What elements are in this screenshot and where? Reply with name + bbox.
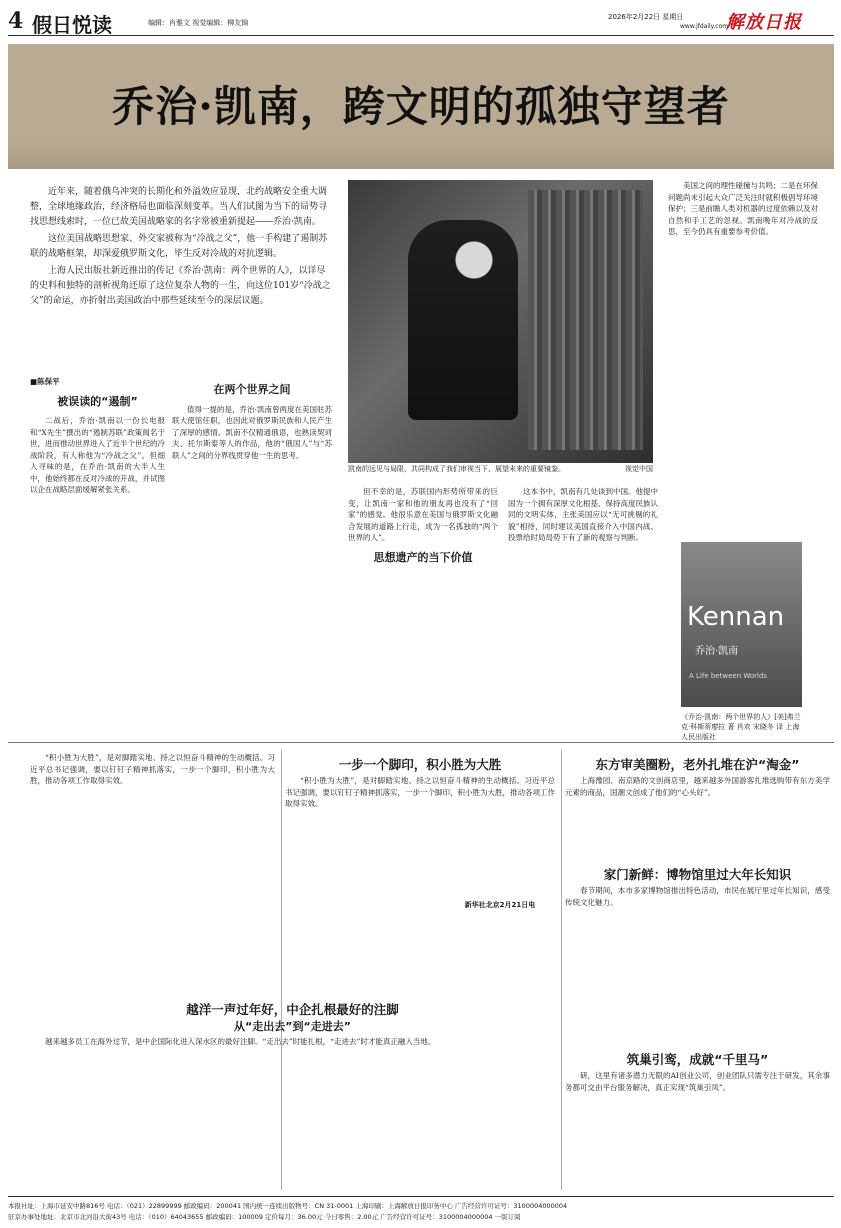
article-byline: ■陈保平 — [30, 377, 60, 386]
news-item-bottom-left — [30, 1036, 555, 1048]
news-title[interactable]: 越洋一声过年好，中企扎根最好的注脚 — [186, 1002, 399, 1017]
article-column-4 — [508, 486, 658, 544]
book-caption: 《乔治·凯南：两个世界的人》[美]弗兰克·科斯蒂廖拉 著 肖欢 宋晓冬 译 上海人民出版社 — [681, 713, 801, 741]
headline-banner — [8, 44, 834, 169]
lead-paragraph: 近年来，随着俄乌冲突的长期化和外溢效应显现，北约战略安全重大调整，全球地缘政治，经济格局也面临深刻变革。当人们试图为当下的局势寻找思想线索时，一位已故美国战略家的名字常被重新提起——乔治·凯南。 — [30, 187, 328, 227]
news-text: “积小胜为大胜”，是对脚踏实地、持之以恒奋斗精神的生动概括。习近平总书记强调，要以钉钉子精神抓落实，一步一个脚印，积小胜为大胜，推动各项工作取得实效。 — [285, 776, 555, 808]
footer-row: 本报社址：上海市延安中路816号 电话：（021）22899999 邮政编码：200041 国内统一连续出版物号：CN 31-0001 上海印刷：上海解放日报印务中心 广告经营许可证号：3100004000004 — [8, 1202, 568, 1210]
lead-paragraphs — [30, 185, 333, 311]
article-column-3 — [348, 486, 498, 571]
lead-paragraph: 上海人民出版社新近推出的传记《乔治·凯南：两个世界的人》，以详尽的史料和独特的剖析视角还原了这位复杂人物的一生，向这位101岁“冷战之父”的命运，亦折射出美国政治中那些延续至今的深层议题。 — [30, 266, 331, 306]
newspaper-logo: 解放日报 — [726, 12, 802, 33]
kennan-photo — [348, 180, 653, 463]
article-text: 美国之间的理性碰撞与共鸣；二是在环保问题尚未引起大众广泛关注时就积极倡导环境保护；三是前瞻人类对机器的过度依赖以及对自然和手工艺的忽视。凯南晚年对冷战的反思，至今仍具有重要参考价值。 — [668, 181, 818, 236]
footer-row: 驻京办事处地址：北京市北河沿大街43号 电话：（010）64043655 邮政编码：100009 定价每月：36.00元 今日零售：2.00元 广告经营许可证号：3100004000004 一版订阅 — [8, 1213, 521, 1221]
page-number: 4 — [8, 8, 24, 34]
issue-date: 2026年2月22日 星期日 — [608, 13, 684, 21]
photo-caption — [348, 464, 653, 474]
news-title[interactable]: 东方审美圈粉，老外扎堆在沪“淘金” — [595, 757, 800, 772]
news-item-center-top — [285, 775, 555, 810]
section-name: 假日悦读 — [32, 13, 112, 37]
article-column-2 — [172, 376, 332, 461]
portrait-figure — [408, 220, 518, 420]
news-subtitle: 从“走出去”到“走进去” — [234, 1020, 351, 1033]
section-divider — [8, 742, 834, 743]
book-cover-title: Kennan — [687, 602, 785, 632]
photo-caption-text: 凯南的远见与局限，共同构成了我们审视当下、展望未来的重要镜鉴。 — [348, 465, 565, 473]
bookshelf-graphic — [528, 190, 643, 450]
editors-credit: 编辑：肖雅文 视觉编辑：柳友锦 — [148, 19, 249, 27]
news-dateline: 新华社北京2月21日电 — [464, 901, 536, 909]
article-column-1 — [30, 376, 165, 496]
masthead — [8, 8, 834, 36]
column-rule — [561, 750, 562, 1190]
photo-credit: 视觉中国 — [625, 465, 653, 473]
news-text: “积小胜为大胜”，是对脚踏实地、持之以恒奋斗精神的生动概括。习近平总书记强调，要以钉钉子精神抓落实，一步一个脚印，积小胜为大胜，推动各项工作取得实效。 — [30, 753, 275, 785]
website-link[interactable]: www.jfdaily.com — [680, 23, 729, 30]
news-item-right-1 — [565, 775, 830, 798]
column-rule — [281, 750, 282, 1190]
book-cover-cn-title: 乔治·凯南 — [695, 646, 739, 657]
news-text: 上海豫园、南京路的文创商店里，越来越多外国游客扎堆选购带有东方美学元素的商品，国潮文创成了他们的“心头好”。 — [565, 776, 830, 797]
article-subhead: 被误读的“遏制” — [57, 394, 138, 408]
book-cover-subtitle: A Life between Worlds — [689, 672, 768, 680]
news-title[interactable]: 一步一个脚印，积小胜为大胜 — [338, 757, 502, 772]
news-title[interactable]: 家门新鲜：博物馆里过大年长知识 — [603, 867, 792, 882]
page-footer — [8, 1196, 834, 1224]
news-text: 春节期间，本市多家博物馆推出特色活动，市民在展厅里过年长知识，感受传统文化魅力。 — [565, 886, 830, 907]
article-column-5 — [668, 180, 818, 238]
book-cover — [681, 542, 802, 707]
news-item-left-top — [30, 752, 275, 787]
article-text: 值得一提的是，乔治·凯南曾两度在美国驻苏联大使馆任职，也因此对俄罗斯民族和人民产生了深厚的感情。凯南不仅精通俄语，也熟读契诃夫、托尔斯泰等人的作品，他的“俄国人”与“苏联人”之间的分界线贯穿他一生的思考。 — [172, 404, 332, 460]
news-item-right-2 — [565, 885, 830, 908]
article-text: 二战后，乔治·凯南以一份长电报和“X先生”撰出的“遏制苏联”政策闻名于世，进而推动世界进入了近半个世纪的冷战阶段，有人称他为“冷战之父”。但细人寻味的是，在乔治·凯南的大半人生中，他始终都在反对冷战的开战，并试图以企在战略层面缓解紧张关系。 — [30, 416, 165, 494]
news-text: 越来越多员工在海外过节，是中企国际化进入深水区的最好注脚。“走出去”时能扎根，“走进去”时才能真正融入当地。 — [45, 1037, 436, 1046]
news-text: 研，这里有诸多潜力无限的AI创业公司，创业团队只需专注于研发，其余事务都可交由平台服务解决，真正实现“筑巢引凤”。 — [565, 1071, 830, 1092]
page-headline: 乔治·凯南，跨文明的孤独守望者 — [112, 82, 730, 131]
article-subhead: 在两个世界之间 — [213, 383, 291, 396]
news-item-right-3 — [565, 1070, 830, 1093]
article-text: 这本书中，凯南有几处谈到中国。他提中国为一个拥有深厚文化根基、保持高度民族认同的文明实体，主张美国应以“无可挑剔的礼貌”相待，同时建议美国直接介入中国内战、投票给时局局势下有了新的观察与判断。 — [508, 487, 658, 542]
article-subhead: 思想遗产的当下价值 — [373, 550, 473, 564]
lead-paragraph: 这位美国战略思想家、外交家被称为“冷战之父”，他一手构建了遏制苏联的战略框架，却深爱俄罗斯文化，毕生反对冷战的对抗逻辑。 — [30, 234, 328, 259]
article-text: 但不幸的是，苏联国内形势所带来的巨变，让凯南一家和他的朋友再也没有了“回家”的感觉。他很乐意在美国与俄罗斯文化融合发展的道路上行走，成为一名孤独的“两个世界的人”。 — [348, 487, 498, 542]
news-title[interactable]: 筑巢引鸾，成就“千里马” — [626, 1052, 769, 1067]
